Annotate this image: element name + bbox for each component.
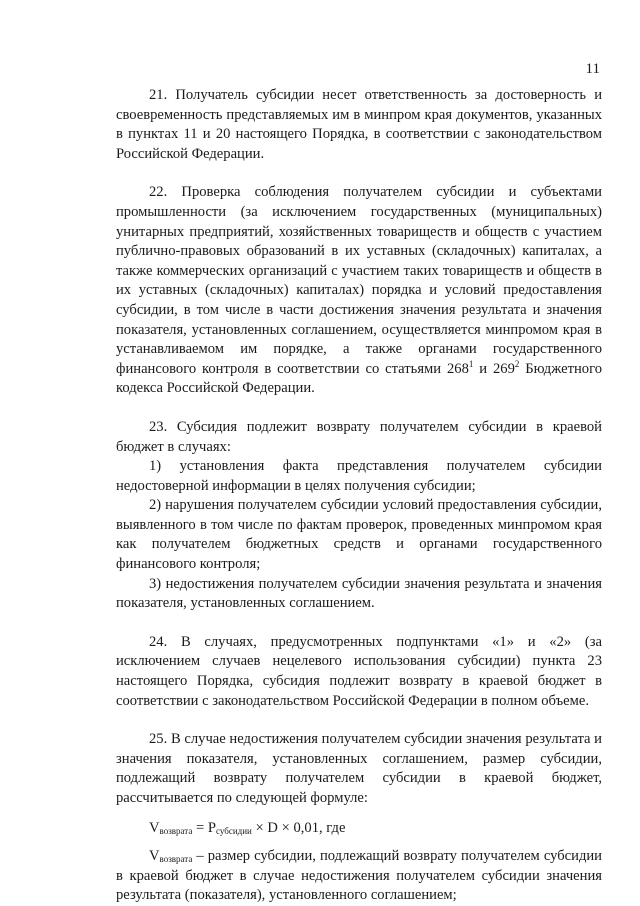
- formula-v: V: [149, 819, 160, 836]
- paragraph-23-item-3: 3) недостижения получателем субсидии значения результата и значения показателя, установленных соглашением.: [116, 575, 602, 612]
- paragraph-24: 24. В случаях, предусмотренных подпунктами «1» и «2» (за исключением случаев нецелевого использования субсидии) пункта 23 настоящего Порядка, субсидия подлежит возврату в краевой бюджет в соответствии с законодательством Российской Федерации в полном объеме.: [116, 633, 602, 709]
- paragraph-22: [116, 183, 602, 399]
- paragraph-gap: [116, 614, 602, 633]
- formula-rest: × D × 0,01, где: [251, 819, 346, 836]
- paragraph-gap: [116, 711, 602, 730]
- paragraph-gap: [116, 399, 602, 418]
- paragraph-21: 21. Получатель субсидии несет ответственность за достоверность и своевременность представляемых им в минпром края документов, указанных в пунктах 11 и 20 настоящего Порядка, в соответствии с законодательством Российской Федерации.: [116, 87, 602, 162]
- superscript-1: 1: [468, 358, 474, 369]
- paragraph-gap: [116, 164, 602, 183]
- formula-v-subscript: возврата: [159, 825, 193, 836]
- document-body: [116, 86, 602, 906]
- formula-equals-p: = P: [192, 819, 216, 836]
- paragraph-23-item-2: 2) нарушения получателем субсидии условий предоставления субсидии, выявленного в том числе по фактам проверок, проведенных минпромом края как получателем бюджетных средств и органами государственного финансового контроля;: [116, 497, 602, 573]
- superscript-2: 2: [514, 358, 520, 369]
- definition-v-text: – размер субсидии, подлежащий возврату получателем субсидии в краевой бюджет в случае недостижения получателем субсидии значения результата (показателя), установленного соглашением;: [116, 848, 602, 904]
- definition-v-symbol: V: [149, 848, 160, 865]
- paragraph-22-text: 22. Проверка соблюдения получателем субсидии и субъектами промышленности (за исключением государственных (муниципальных) унитарных предприятий, хозяйственных товариществ и обществ с участием публично-правовых образований в их уставных (складочных) капиталах, а также коммерческих организаций с участием таких товариществ и обществ в их уставных (складочных) капиталах) порядка и условий предоставления субсидии, в том числе в части достижения значения результата и значения показателя, установленных соглашением, осуществляется минпромом края в устанавливаемом им порядке, а также органами государственного финансового контроля в соответствии со статьями 268: [116, 184, 602, 377]
- page-number: 11: [585, 61, 600, 77]
- formula: [116, 819, 602, 839]
- paragraph-22-mid: и 269: [473, 360, 515, 377]
- paragraph-22-tail: Бюджетного кодекса Российской Федерации.: [116, 360, 603, 397]
- formula-p-subscript: субсидии: [216, 825, 252, 836]
- paragraph-23-intro: 23. Субсидия подлежит возврату получателем субсидии в краевой бюджет в случаях:: [116, 418, 602, 455]
- paragraph-25: 25. В случае недостижения получателем субсидии значения результата и значения показателя, установленных соглашением, размер субсидии, подлежащий возврату получателем субсидии в краевой бюджет, рассчитывается по следующей формуле:: [116, 731, 602, 806]
- definition-v-subscript: возврата: [159, 854, 193, 865]
- paragraph-23-item-1: 1) установления факта представления получателем субсидии недостоверной информации в целях получения субсидии;: [116, 458, 602, 494]
- definition-v: [116, 847, 602, 906]
